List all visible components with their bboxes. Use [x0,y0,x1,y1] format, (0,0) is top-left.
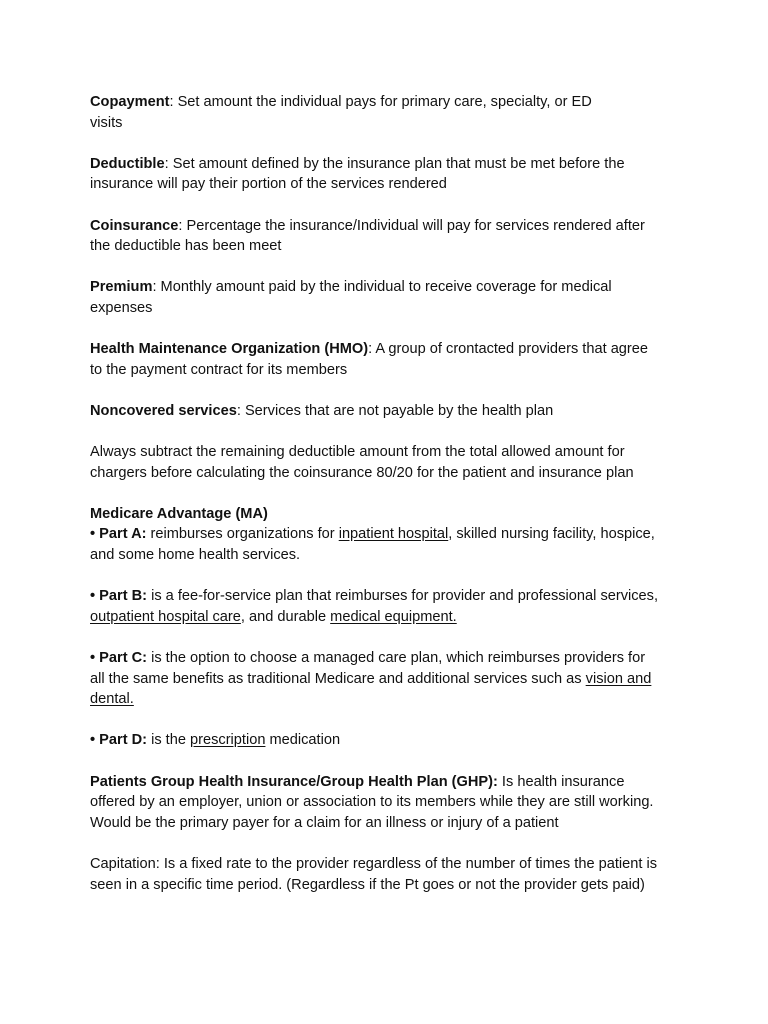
medicare-part-b [90,586,682,627]
note-line-1: Always subtract the remaining deductible amount from the total allowed amount for [90,444,625,461]
part-a-text: reimburses organizations for [146,526,339,543]
hmo-text-cont: to the payment contract for its members [90,361,348,378]
hmo-text: : A group of crontacted providers that agree [368,341,649,358]
medicare-part-a [90,504,682,566]
outpatient-hospital-care-link[interactable]: outpatient hospital care [90,608,241,625]
ghp-term: Patients Group Health Insurance/Group Health Plan (GHP): [90,773,498,790]
medicare-part-c [90,648,682,710]
coinsurance-text: : Percentage the insurance/Individual will pay for services rendered after [178,217,645,234]
part-c-text: is the option to choose a managed care plan, which reimburses providers for [147,650,646,667]
deductible-text: : Set amount defined by the insurance plan that must be met before the [164,155,625,172]
copayment-definition [90,92,682,133]
capitation-line-1: Capitation: Is a fixed rate to the provider regardless of the number of times the patient is [90,855,658,872]
part-c-text-2: all the same benefits as traditional Medicare and additional services such as [90,670,586,687]
noncovered-definition [90,401,682,422]
vision-and-dental-link[interactable]: vision and [585,670,652,687]
coinsurance-term: Coinsurance [90,217,179,234]
part-d-label: • Part D: [90,732,148,749]
ghp-text-2: offered by an employer, union or association to its members while they are still working. [90,794,654,811]
deductible-term: Deductible [90,155,165,172]
part-b-text-2: , and durable [240,608,331,625]
note-line-2: chargers before calculating the coinsurance 80/20 for the patient and insurance plan [90,464,634,481]
medical-equipment-link[interactable]: medical equipment. [330,608,457,625]
copayment-text-cont: visits [90,114,123,131]
coinsurance-text-cont: the deductible has been meet [90,238,282,255]
medicare-heading: Medicare Advantage (MA) [90,505,268,522]
premium-definition [90,277,682,318]
premium-text-cont: expenses [90,299,153,316]
part-b-label: • Part B: [90,588,148,605]
inpatient-hospital-link[interactable]: inpatient hospital [338,526,449,543]
part-c-label: • Part C: [90,650,148,667]
part-a-text-2: , skilled nursing facility, hospice, [448,526,655,543]
part-d-text-2: medication [265,732,341,749]
copayment-text: : Set amount the individual pays for primary care, specialty, or ED [169,94,592,110]
medicare-part-d [90,730,682,751]
premium-text: : Monthly amount paid by the individual to receive coverage for medical [152,279,612,296]
deductible-definition [90,154,682,195]
noncovered-text: : Services that are not payable by the health plan [236,402,554,419]
part-a-label: • Part A: [90,526,147,543]
vision-and-dental-link-cont[interactable]: dental. [90,691,134,708]
hmo-definition [90,339,682,380]
part-b-text: is a fee-for-service plan that reimburses for provider and professional services, [147,588,659,605]
premium-term: Premium [90,279,153,296]
ghp-text: Is health insurance [497,773,625,790]
ghp-definition [90,772,682,834]
part-d-text: is the [147,732,191,749]
prescription-link[interactable]: prescription [190,732,266,749]
coinsurance-definition [90,216,682,257]
noncovered-term: Noncovered services [90,402,237,419]
hmo-term: Health Maintenance Organization (HMO) [90,341,369,358]
deductible-subtract-note [90,442,682,483]
ghp-text-3: Would be the primary payer for a claim for an illness or injury of a patient [90,814,559,831]
capitation-definition [90,854,682,895]
deductible-text-cont: insurance will pay their portion of the services rendered [90,176,447,193]
capitation-line-2: seen in a specific time period. (Regardless if the Pt goes or not the provider gets paid) [90,876,645,893]
copayment-term: Copayment [90,94,170,110]
document-body [90,92,682,916]
part-a-text-cont: and some home health services. [90,547,301,564]
